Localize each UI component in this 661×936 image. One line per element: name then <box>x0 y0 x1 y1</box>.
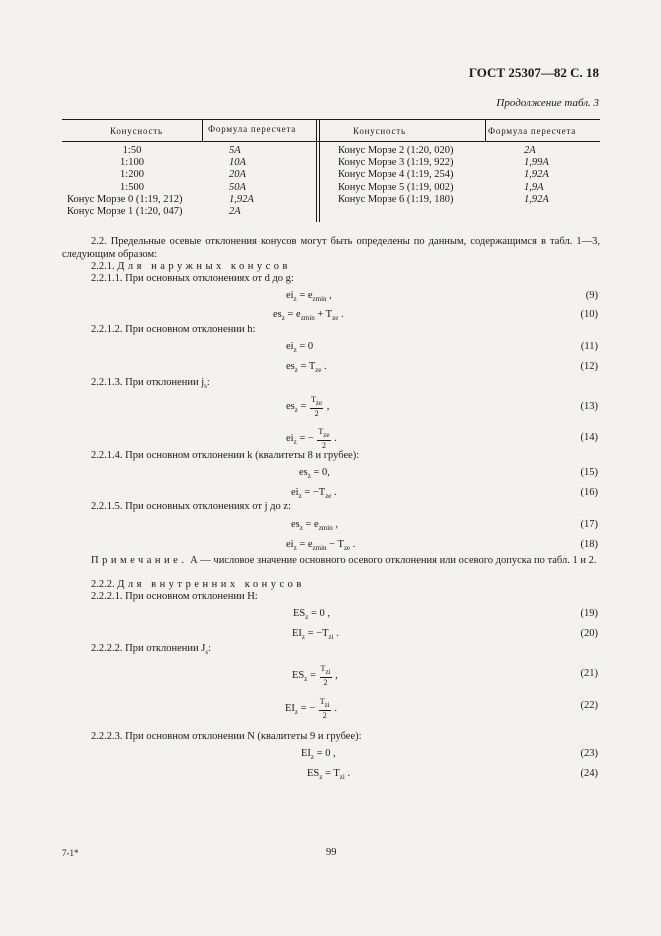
table-cell: 1,9A <box>524 181 544 193</box>
equation-number: (19) <box>580 608 598 619</box>
equation-11: $ei_z = 0$ <box>286 341 314 354</box>
table-header-rule <box>62 141 600 142</box>
table-header-cone-right: Конусность <box>353 126 406 136</box>
heading-text: 2.2.2. Для внутренних конусов <box>91 579 305 590</box>
table-col-divider-3 <box>485 119 486 142</box>
table-cell: 5A <box>229 145 241 156</box>
paragraph-2-2-1-3: 2.2.1.3. При отклонении $j_s$: <box>91 377 210 390</box>
heading-2-2-2 <box>91 579 305 590</box>
table-center-divider-a <box>316 119 317 222</box>
table-cell: 1:50 <box>122 145 142 156</box>
equation-number: (24) <box>580 768 598 779</box>
document-header: ГОСТ 25307—82 С. 18 <box>468 65 599 80</box>
table-cell: Конус Морзе 2 (1:20, 020) <box>338 145 454 156</box>
note-label: Примечание. <box>91 555 188 566</box>
table-header-formula-left: Формула пересчета <box>208 124 297 134</box>
note-body: А — числовое значение основного осевого отклонения или осевого допуска по табл. 1 и 2. <box>187 555 597 566</box>
equation-number: (13) <box>580 401 598 412</box>
table-cell: 2A <box>524 145 536 156</box>
table-cell: 1:200 <box>120 169 144 181</box>
paragraph-2-2: 2.2. Предельные осевые отклонения конусов могут быть определены по данным, содержащимся в табл. 1—3, следующим образом: <box>62 236 600 260</box>
paragraph-2-2-2-1: 2.2.2.1. При основном отклонении H: <box>91 591 258 602</box>
paragraph-text: 2.2.2.2. При отклонении J <box>91 643 206 654</box>
table-cell: 20A <box>229 169 246 181</box>
table-cell: Конус Морзе 4 (1:19, 254) <box>338 169 454 181</box>
paragraph-2-2-1-2: 2.2.1.2. При основном отклонении h: <box>91 324 256 335</box>
table-cell: 50A <box>229 181 246 193</box>
equation-18: $ei_z = e_{zmin} - T_{ze}$ . <box>286 539 356 552</box>
equation-20: $EI_z = -T_{zi}$ . <box>292 628 339 641</box>
equation-number: (23) <box>580 748 598 759</box>
table-header-formula-right: Формула пересчета <box>488 126 577 136</box>
paragraph-2-2-1-5: 2.2.1.5. При основных отклонениях от j до z: <box>91 501 291 512</box>
paragraph-2-2-1-1: 2.2.1.1. При основных отклонениях от d до g: <box>91 273 294 284</box>
table-cell: 10A <box>229 157 246 169</box>
table-cell: 1:500 <box>120 181 144 193</box>
equation-number: (18) <box>580 539 598 550</box>
table-cell: Конус Морзе 3 (1:19, 922) <box>338 157 454 169</box>
table-cell: Конус Морзе 5 (1:19, 002) <box>338 181 454 193</box>
table-left-formula-column <box>229 145 254 218</box>
equation-12: $es_z = T_{ze}$ . <box>286 361 327 374</box>
heading-text: 2.2.1. Для наружных конусов <box>91 261 291 272</box>
note-paragraph <box>62 555 600 568</box>
subscript: s <box>204 382 207 390</box>
table-cell: Конус Морзе 0 (1:19, 212) <box>67 193 183 205</box>
equation-number: (9) <box>585 290 598 301</box>
equation-22: $EI_z$ = − $\frac{T_{zi}}{2}$ . <box>285 697 337 720</box>
equation-number: (10) <box>580 309 598 320</box>
heading-2-2-1 <box>91 261 291 272</box>
table-header-cone-left: Конусность <box>110 126 163 136</box>
table-left-cone-column <box>62 145 202 218</box>
equation-number: (16) <box>580 487 598 498</box>
subscript: s <box>205 648 209 656</box>
equation-19: $ES_z = 0$ , <box>293 608 331 621</box>
equation-21: $ES_z$ = $\frac{T_{zi}}{2}$ , <box>292 664 338 687</box>
table-top-rule <box>62 119 600 120</box>
equation-10: $es_z = e_{zmin} + T_{ze}$ . <box>273 309 344 322</box>
equation-number: (17) <box>580 519 598 530</box>
equation-15: $es_z = 0$, <box>299 467 330 480</box>
equation-24: $ES_z = T_{zi}$ . <box>307 768 351 781</box>
paragraph-2-2-2-3: 2.2.2.3. При основном отклонении N (квалитеты 9 и грубее): <box>91 731 362 742</box>
equation-14: $ei_z$ = − $\frac{T_{ze}}{2}$ . <box>286 427 337 450</box>
equation-23: $EI_z = 0$ , <box>301 748 336 761</box>
paragraph-2-2-1-4: 2.2.1.4. При основном отклонении k (квалитеты 8 и грубее): <box>91 450 360 461</box>
table-cell: 1:100 <box>120 157 144 169</box>
equation-number: (15) <box>580 467 598 478</box>
table-cell: 1,99A <box>524 157 549 169</box>
table-cell: 2A <box>229 206 241 218</box>
equation-number: (20) <box>580 628 598 639</box>
page-number: 99 <box>326 847 337 858</box>
table-cell: Конус Морзе 1 (1:20, 047) <box>67 206 183 218</box>
equation-number: (22) <box>580 700 598 711</box>
equation-13: $es_z$ = $\frac{T_{ze}}{2}$ , <box>286 395 330 418</box>
table-cell: Конус Морзе 6 (1:19, 180) <box>338 193 454 205</box>
table-cell: 1,92A <box>524 169 549 181</box>
equation-17: $es_z = e_{zmin}$ , <box>291 519 338 532</box>
table-right-cone-column <box>338 145 454 206</box>
footer-signature: 7-1* <box>62 848 79 858</box>
equation-number: (14) <box>580 432 598 443</box>
table-cell: 1,92A <box>229 193 254 205</box>
paragraph-2-2-2-2: 2.2.2.2. При отклонении $J_s$: <box>91 643 211 656</box>
paragraph-text: 2.2.1.3. При отклонении j <box>91 377 205 388</box>
table-continuation-label: Продолжение табл. 3 <box>496 97 599 109</box>
equation-9: $ei_z = e_{zmin}$ , <box>286 290 332 303</box>
table-cell: 1,92A <box>524 193 549 205</box>
equation-16: $ei_z = -T_{ze}$ . <box>291 487 337 500</box>
table-center-divider-b <box>319 119 320 222</box>
table-col-divider-1 <box>202 119 203 142</box>
equation-number: (11) <box>580 341 598 352</box>
equation-number: (12) <box>580 361 598 372</box>
equation-number: (21) <box>580 668 598 679</box>
table-right-formula-column <box>524 145 549 206</box>
